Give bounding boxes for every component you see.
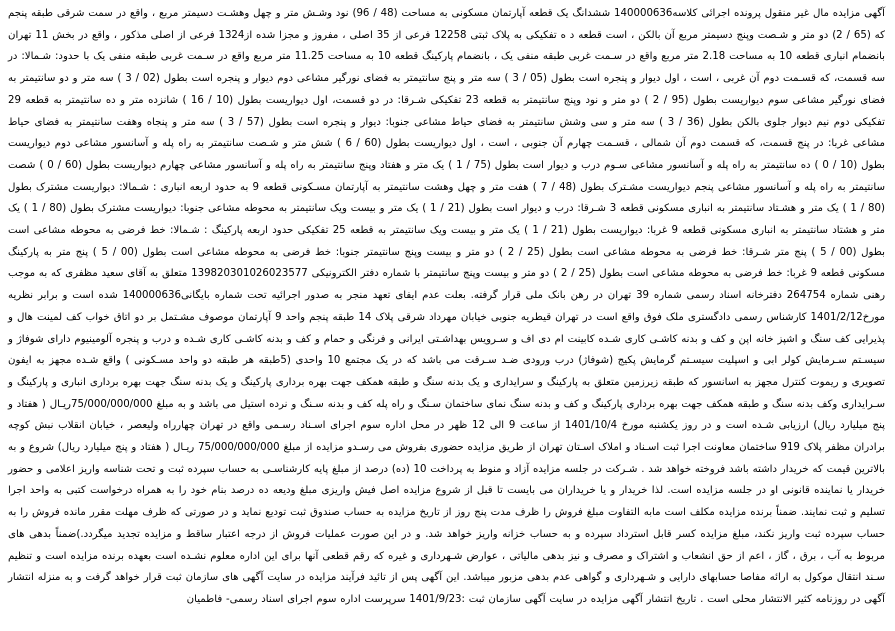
auction-notice-body-text: آگهی مزایده مال غیر منقول پرونده اجرائی کلاسه140000636 ششدانگ یک قطعه آپارتمان مسکونی به مساحت (48 / 96) نود وشـش متر و چهل وهشـت دسیمتر مربع ، واقع در سمت شرقی طبقه پنجم که (65 / 2) دو متر و شـصت وپنج دسیمتر مربع آن بالکن ، است قطعه د ه تفکیکی به پلاک ثبتی 12258 فرعی از 35 اصلی ، مفروز و مجزا شده از1324 فرعی از اصلی مذکور ، واقع در بخش 11 تهران بانضمام انباری قطعه 10 به مساحت 2.18 متر مربع واقع در سـمت غربی طبقه منفی یک ، بانضمام پارکینگ قطعه 10 به مساحت 11.25 متر مربع واقع در سـمت غربی طبقه منفی یک با حدود: شـمالا: در سه قسمت، که قسـمت دوم آن غربی ، است ، اول دیوار و پنجره است بطول (05 / 3 ) سه متر و پنج سانتیمتر به فضای نورگیر مشاعی دوم دیوار و پنجره است بطول (02 / 3 ) سه متر و دو سانتیمتر به فضای نورگیر مشاعی سوم دیواریست بطول (95 / 2 ) دو متر و نود وپنج سانتیمتر به قطعه 23 تفکیکی شـرقا: در دو قسمت، اول دیواریست بطول (10 / 16 ) شانزده متر و ده سانتیمتر به قطعه 29 تفکیکی دوم نیم دیوار جلوی بالکن بطول (36 / 3 ) سه متر و سی وشش سانتیمتر به فضای حیاط مشاعی جنوبا: دیوار و پنجره است بطول (57 / 3 ) سه متر و پنجاه وهفت سانتیمتر به فضای حیاط مشاعی غربا: در پنج قسمت، که قسمت دوم آن شمالی ، قسـمت چهارم آن جنوبی ، است ، اول دیواریست بطول (60 / 6 ) شش متر و شـصت سانتیمتر به راه پله و آسانسور مشاعی دوم دیواریست بطول (10 / 0 ) ده سانتیمتر به راه پله و آسانسور مشاعی سـوم درب و دیوار است بطول (75 / 1 ) یک متر و هفتاد وپنج سانتیمتر به راه پله و آسانسور مشاعی چهارم دیواریست بطول (60 / 0 ) شصت سانتیمتر به راه پله و آسانسور مشاعی پنجم دیواریست مشـترک بطول (48 / 7 ) هفت متر و چهل وهشت سانتیمتر به آپارتمان مسـکونی قطعه 9 به حدود اربعه انباری : شـمالا: دیواریست مشترک بطول (80 / 1 ) یک متر و هشـتاد سانتیمتر به انباری مسکونی قطعه 3 شـرقا: درب و دیوار است بطول (21 / 1 ) یک متر و بیست ویک سانتیمتر به محوطه مشاعی جنوبا: دیواریست مشترک بطول (80 / 1 ) یک متر و هشتاد سانتیمتر به انباری مسکونی قطعه 9 غربا: دیواریست بطول (21 / 1 ) یک متر و بیست ویک سانتیمتر به قطعه 25 تفکیکی حدود اربعه پارکینگ : شـمالا: خط فرضی به محوطه مشاعی است بطول (00 / 5 ) پنج متر شـرقا: خط فرضی به محوطه مشاعی است بطول (25 / 2 ) دو متر و بیست وپنج سانتیمتر جنوبا: خط فرضی به محوطه مشاعی است بطول (00 / 5 ) پنج متر به پارکینگ مسکونی قطعه 9 غربا: خط فرضی به محوطه مشاعی است بطول (25 / 2 ) دو متر و بیست وپنج سانتیمتر با شماره دفتر الکترونیکی 139820301026023577 متعلق به آقای سعید مظفری که به موجب رهنی شماره 264754 دفترخانه اسناد رسمی شماره 39 تهران در رهن بانک ملی قرار گرفته. بعلت عدم ایفای تعهد منجر به صدور اجرائیه تحت شماره بایگانی140000636 شده است و برابر نظریه مورخ1401/2/12 کارشناس رسمی دادگستری ملک فوق واقع است در تهران قیطریه جنوبی خیابان مهرداد شرقی پلاک 14 طبقه پنجم واحد 9 آپارتمان موصوف مشـتمل بر دو اتاق خواب کف لمینت هال و پذیرایی کف سنگ و اشپز خانه اپن و کف و بدنه کاشـی کاری شـده کابینت ام دی اف و سـرویس بهداشـتی ایرانی و فرنگی و حمام و کف و بدنه کاشـی کاری شـده و درب و پنجره آلومینیوم دارای شوفاژ و سیسـتم سـرمایش کولر ابی و اسپلیت سیسـتم گرمایش پکیج (شوفاژ) درب ورودی ضـد سـرقت می باشد که در یک مجتمع 10 واحدی (5طبقه هر طبقه دو واحد مسـکونی ) واقع شـده مجهز به ایفون تصویری و ریموت کنترل مجهز به اسانسور که طبقه زیرزمین متعلق به پارکینگ و سرایداری و یک بدنه سنگ و طبقه همکف جهت بهره برداری پارکینگ و یک بدنه سنگ جهت بهره برداری انباری و پارکینگ و سـرایداری وکف بدنه سنگ و طبقه همکف جهت بهره برداری پارکینگ و کف و بدنه سنگ نمای ساختمان سـنگ و راه پله کف و بدنه سـنگ و نرده استیل می باشد و به مبلغ 75/000/000/000ریـال ( هفتاد و پنج میلیارد ریال) ارزیابی شـده است و در روز یکشنبه مورخ 1401/10/4 از ساعت 9 الی 12 ظهر در محل اداره سوم اجرای اسـناد رسـمی واقع در تهران چهارراه ولیعصر ، خیابان انقلاب نبش کوچه برادران مظفر پلاک 919 ساختمان معاونت اجرا ثبت اسـناد و املاک اسـتان تهران از طریق مزایده حضوری بفروش می رسـدو مزایده از مبلغ 75/000/000/000 ریـال ( هفتاد و پنج میلیارد ریال) شروع و به بالاترین قیمت که خریدار داشته باشد فروخته خواهد شد . شـرکت در جلسه مزایده آزاد و منوط به پرداخت 10 (ده) درصد از مبلغ پایه کارشناسـی به حساب سپرده ثبت و تحت شناسه واریز اعلامی و حضور خریدار یا نماینده قانونی او در جلسه مزایده است. لذا خریدار و یا خریداران می بایست تا قبل از شروع مزایده اصل فیش واریزی مبلغ ودیعه ده درصد بنام خود را به همراه درخواست کتبی به واحد اجرا تسلیم و ثبت نمایند. ضمناً برنده مزایده مکلف است مابه التفاوت مبلغ فروش را ظرف مدت پنج روز از تاریخ مزایده به حساب صندوق ثبت تودیع نماید و در صورتی که ظرف مهلت مقرر مانده فروش را به حساب سپرده ثبت واریز نکند، مبلغ مزایده کسر قابل استرداد سپرده و به حساب خزانه واریز خواهد شد. و در این صورت عملیات فروش از درجه اعتبار ساقط و مزایده تجدید میگردد.)ضمناً بدهی های مربوط به آب ، برق ، گاز ، اعم از حق انشعاب و اشتراک و مصرف و نیز بدهی مالیاتی ، عوارض شـهرداری و غیره که رقم قطعی آنها برای این اداره معلوم نشـده است بعهده برنده مزایده است و تنظیم سـند انتقال موکول به ارائه مفاصا حسابهای دارایی و شـهرداری و گواهی عدم بدهی مزبور میباشد. این آگهی پس از تائید فرآیند مزایده در سایت آگهی های سازمان ثبت قرار خواهد گرفت و به منزله انتشار آگهی در روزنامه کثیر الانتشار محلی است . تاریخ انتشار آگهی مزایده در سایت آگهی سازمان ثبت :1401/9/23 سرپرست اداره سوم اجرای اسناد رسمی- فاطمیان	[8, 8, 886, 605]
